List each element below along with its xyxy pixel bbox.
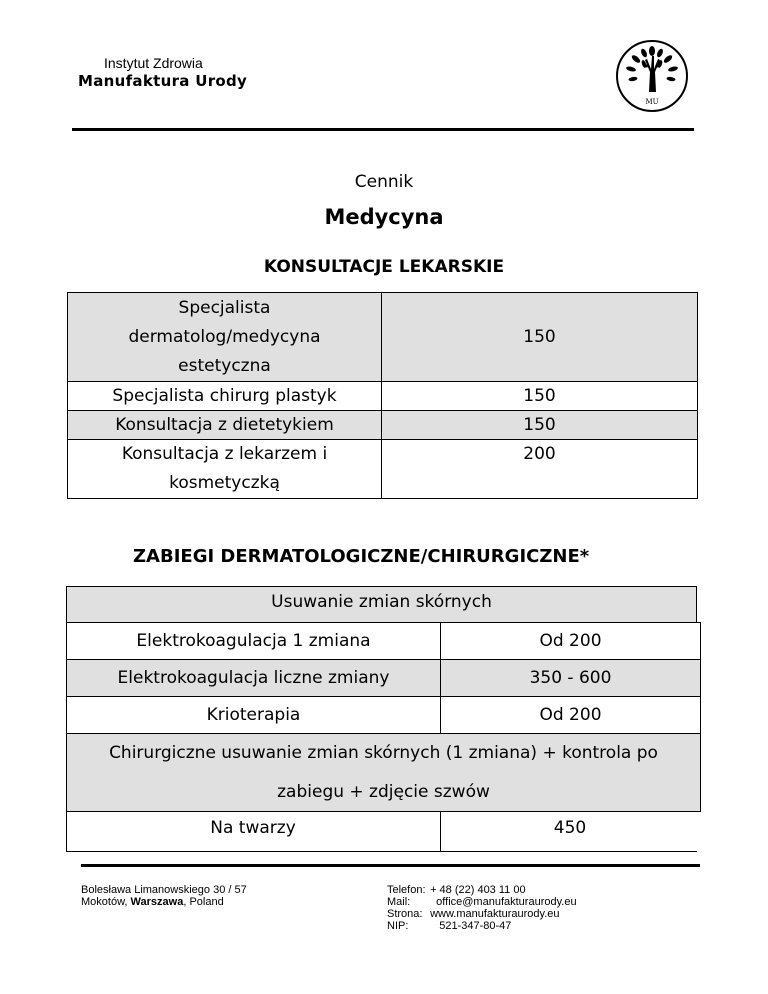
header-divider	[72, 128, 694, 131]
contact-web: Strona: www.manufakturaurody.eu	[387, 908, 560, 920]
price-cell: 350 - 600	[441, 660, 701, 697]
price-cell: Od 200	[441, 697, 701, 734]
procedures-table	[66, 622, 701, 734]
consultations-table	[67, 292, 698, 499]
service-cell: Elektrokoagulacja liczne zmiany	[67, 660, 441, 697]
contact-mail: Mail: office@manufakturaurody.eu	[387, 896, 577, 908]
logo-text: MU	[645, 98, 659, 106]
service-cell: Na twarzy	[210, 818, 296, 838]
service-cell: Konsultacja z lekarzem i kosmetyczką	[68, 440, 382, 499]
table-row	[67, 660, 701, 697]
page-subtitle: Medycyna	[324, 205, 444, 229]
footer-address	[81, 884, 247, 908]
service-cell: Elektrokoagulacja 1 zmiana	[67, 623, 441, 660]
table-row	[68, 440, 698, 499]
address-street: Bolesława Limanowskiego 30 / 57	[81, 884, 247, 896]
table-row	[67, 697, 701, 734]
price-cell: 150	[382, 382, 698, 411]
price-cell: 200	[382, 440, 698, 499]
page-title: Cennik	[354, 172, 414, 192]
price-cell: Od 200	[441, 623, 701, 660]
section-heading-procedures: ZABIEGI DERMATOLOGICZNE/CHIRURGICZNE*	[133, 546, 590, 567]
price-cell: 150	[382, 411, 698, 440]
service-cell: Konsultacja z dietetykiem	[68, 411, 382, 440]
table-row	[68, 382, 698, 411]
tree-logo-icon	[614, 38, 690, 114]
contact-nip: NIP: 521-347-80-47	[387, 920, 512, 932]
section-heading-consultations: KONSULTACJE LEKARSKIE	[263, 257, 505, 277]
brand-name: Manufaktura Urody	[78, 72, 248, 90]
service-cell: Specjalista chirurg plastyk	[68, 382, 382, 411]
surgical-group-title: Chirurgiczne usuwanie zmian skórnych (1 zmiana) + kontrola po zabiegu + zdjęcie szwów	[66, 734, 701, 812]
footer-contacts	[387, 884, 577, 932]
group-title: Usuwanie zmian skórnych	[66, 586, 697, 622]
table-row	[68, 293, 698, 382]
price-cell: 450	[553, 818, 587, 838]
service-cell: Specjalista dermatolog/medycyna estetyczna	[68, 293, 382, 382]
table-row	[68, 411, 698, 440]
contact-phone: Telefon: + 48 (22) 403 11 00	[387, 884, 526, 896]
price-cell: 150	[382, 293, 698, 382]
institute-name: Instytut Zdrowia	[104, 55, 203, 71]
table-row	[67, 623, 701, 660]
footer-divider	[81, 864, 700, 867]
service-cell: Krioterapia	[67, 697, 441, 734]
address-city-line: Mokotów, Warszawa, Poland	[81, 896, 224, 908]
